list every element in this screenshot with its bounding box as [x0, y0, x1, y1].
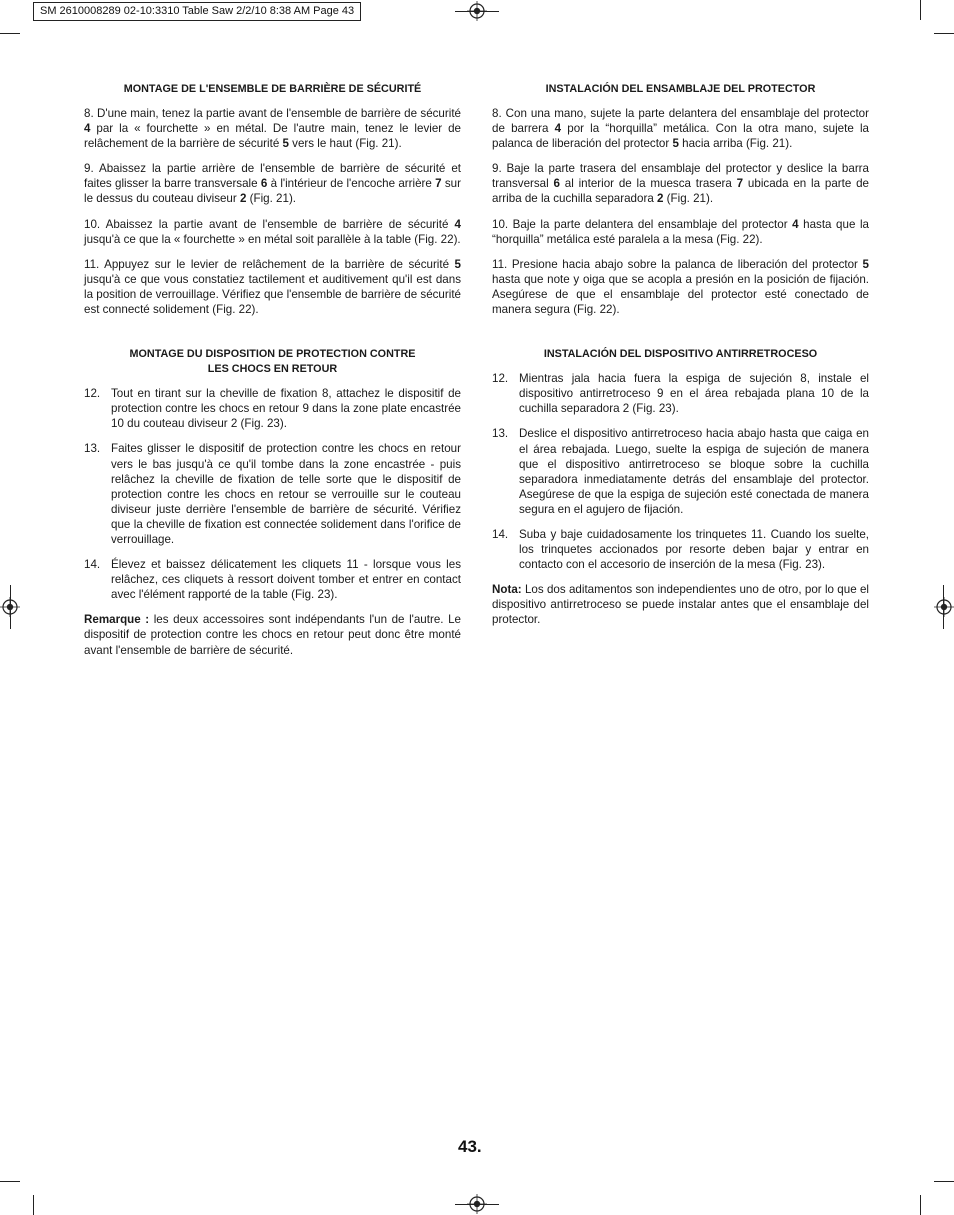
fr-step-9	[84, 161, 461, 206]
fr-step-10-text: jusqu'à ce que la « fourchette » en métal soit parallèle à la table (Fig. 22).	[84, 232, 461, 246]
fr-step-10	[84, 217, 461, 247]
es-step-number: 13.	[492, 427, 509, 441]
crop-mark-bottom-left-h	[0, 1181, 20, 1182]
es-step-8-text: hacia arriba (Fig. 21).	[678, 137, 793, 151]
es-step-11-ref: 5	[862, 257, 869, 271]
fr-heading-guard-assembly: MONTAGE DE L'ENSEMBLE DE BARRIÈRE DE SÉCURITÉ	[123, 83, 422, 95]
es-step-10	[492, 217, 869, 247]
fr-note-text: les deux accessoires sont indépendants l'un de l'autre. Le dispositif de protection contre les chocs en retour peut donc être monté avant l'ensemble de barrière de sécurité.	[84, 613, 461, 657]
crop-mark-bottom-left-v	[33, 1195, 34, 1215]
crop-mark-top-left-h	[0, 33, 20, 34]
fr-step-11-text: jusqu'à ce que vous constatiez tactilement et auditivement qu'il est dans la position de verrouillage. Vérifiez que l'ensemble de barrière de sécurité est connecté solidement (Fig. 22).	[84, 272, 461, 317]
es-step-12	[492, 371, 869, 416]
es-step-number: 14.	[492, 527, 509, 541]
fr-step-11	[84, 257, 461, 317]
fr-step-text: Tout en tirant sur la cheville de fixation 8, attachez le dispositif de protection contre les chocs en retour 9 dans la zone plate encastrée 10 du couteau diviseur 2 (Fig. 23).	[111, 387, 461, 431]
es-step-9-ref: 6	[553, 177, 560, 191]
fr-step-9-text: à l'intérieur de l'encoche arrière	[267, 177, 436, 191]
es-step-8-text: 8. Con una mano, sujete la parte delantera del ensamblaje del protector de barrera	[492, 107, 869, 136]
es-step-text: Mientras jala hacia fuera la espiga de sujeción 8, instale el dispositivo antirretroceso 9 en el área rebajada plana 10 de la cuchilla separadora 2 (Fig. 23).	[519, 372, 869, 416]
registration-mark-icon	[467, 1194, 487, 1214]
fr-step-8-text: vers le haut (Fig. 21).	[288, 137, 402, 151]
fr-step-11-ref: 5	[454, 257, 461, 271]
fr-step-text: Élevez et baissez délicatement les cliquets 11 - lorsque vous les relâchez, ces cliquets à ressort doivent tomber et entrer en contact avec l'élément rapporté de la table (Fig. 23).	[111, 558, 461, 602]
french-column	[84, 82, 461, 668]
fr-heading-anti-kickback-line1: MONTAGE DU DISPOSITION DE PROTECTION CONTRE	[129, 348, 416, 361]
es-step-text: Deslice el dispositivo antirretroceso hacia abajo hasta que caiga en el área rebajada. Luego, suelte la espiga de sujeción de manera que el dispositivo antirretroceso se bloque sobre la cuchilla separadora inmediatamente detrás del ensamblaje del protector. Asegúrese de que la espiga de sujeción esté conectada de manera segura en el agujero de fijación.	[519, 427, 869, 516]
fr-step-9-ref: 6	[260, 177, 268, 191]
es-step-11-text: hasta que note y oiga que se acopla a presión en la posición de fijación. Asegúrese de que el ensamblaje del protector esté conectado de manera segura (Fig. 22).	[492, 272, 869, 317]
fr-step-10-text: 10. Abaissez la partie avant de l'ensemble de barrière de sécurité	[84, 217, 455, 231]
es-step-8-text: por la “horquilla” metálica. Con la otra mano, sujete la palanca de liberación del protector	[492, 122, 869, 151]
fr-step-number: 12.	[84, 387, 101, 401]
page-number: 43.	[458, 1137, 482, 1156]
fr-step-text: Faites glisser le dispositif de protection contre les chocs en retour vers le bas jusqu'à ce qu'il tombe dans la zone encastrée - puis relâchez la cheville de fixation de telle sorte que le dispositif de protection contre les chocs en retour se verrouille sur le couteau diviseur juste derrière l'ensemble de barrière de sécurité. Vérifiez que la cheville de fixation est connectée solidement dans l'orifice de verrouillage.	[111, 442, 461, 546]
fr-step-11-text: 11. Appuyez sur le levier de relâchement de la barrière de sécurité	[84, 257, 455, 271]
es-heading-guard-assembly: INSTALACIÓN DEL ENSAMBLAJE DEL PROTECTOR	[545, 83, 816, 95]
fr-step-8-ref: 5	[282, 137, 289, 151]
fr-step-9-ref: 7	[435, 177, 442, 191]
registration-mark-icon	[0, 597, 20, 617]
crop-mark-top-right-h	[934, 33, 954, 34]
es-step-9-ref: 7	[736, 177, 744, 191]
es-step-9-text: al interior de la muesca trasera	[559, 177, 737, 191]
fr-step-9-text: (Fig. 21).	[246, 192, 297, 206]
fr-step-14	[84, 557, 461, 602]
fr-step-12	[84, 386, 461, 431]
crop-mark-bottom-right-h	[934, 1181, 954, 1182]
es-step-11-text: 11. Presione hacia abajo sobre la palanca de liberación del protector	[492, 257, 863, 271]
fr-step-8-ref: 4	[84, 122, 91, 136]
fr-step-9-ref: 2	[239, 192, 247, 206]
fr-step-10-ref: 4	[454, 217, 461, 231]
fr-step-8-text: 8. D'une main, tenez la partie avant de l'ensemble de barrière de sécurité	[84, 107, 461, 120]
es-step-10-text: hasta que la “horquilla” metálica esté paralela a la mesa (Fig. 22).	[492, 217, 869, 246]
fr-step-8	[84, 106, 461, 151]
fr-step-9-text: sur le dessus du couteau diviseur	[84, 177, 461, 206]
es-step-8-ref: 5	[672, 137, 679, 151]
fr-heading-anti-kickback	[84, 347, 461, 377]
fr-step-8-text: par la « fourchette » en métal. De l'autre main, tenez le levier de relâchement de la barrière de sécurité	[84, 122, 461, 151]
es-step-9-text: 9. Baje la parte trasera del ensamblaje del protector y deslice la barra transversal	[492, 162, 869, 191]
es-note	[492, 582, 869, 627]
fr-note-label: Remarque :	[84, 613, 150, 627]
es-step-11	[492, 257, 869, 317]
crop-mark-bottom-right-v	[920, 1195, 921, 1215]
es-heading-anti-kickback: INSTALACIÓN DEL DISPOSITIVO ANTIRRETROCESO	[543, 348, 818, 361]
es-step-9-ref: 2	[657, 192, 664, 206]
fr-step-9-text: 9. Abaissez la partie arrière de l'ensemble de barrière de sécurité et faites glisser la barre transversale	[84, 162, 461, 191]
fr-heading-anti-kickback-line2: LES CHOCS EN RETOUR	[207, 363, 338, 376]
es-note-label: Nota:	[492, 583, 522, 597]
es-step-8-ref: 4	[554, 122, 562, 136]
registration-mark-icon	[467, 1, 487, 21]
registration-mark-icon	[934, 597, 954, 617]
es-step-14	[492, 527, 869, 572]
es-step-text: Suba y baje cuidadosamente los trinquetes 11. Cuando los suelte, los trinquetes accionados por resorte deben bajar y entrar en contacto con el accesorio de inserción de la mesa (Fig. 23).	[519, 527, 869, 572]
fr-step-number: 14.	[84, 558, 101, 572]
spanish-column	[492, 82, 869, 638]
fr-step-number: 13.	[84, 442, 101, 456]
fr-note	[84, 612, 461, 657]
es-step-13	[492, 426, 869, 517]
es-note-text: Los dos aditamentos son independientes uno de otro, por lo que el dispositivo antirretroceso se puede instalar antes que el ensamblaje del protector.	[492, 583, 869, 627]
crop-mark-top-right-v	[920, 0, 921, 20]
fr-step-13	[84, 441, 461, 547]
es-step-9-text: ubicada en la parte de arriba de la cuchilla separadora	[492, 177, 870, 206]
es-step-10-text: 10. Baje la parte delantera del ensamblaje del protector	[492, 217, 793, 231]
es-step-10-ref: 4	[792, 217, 799, 231]
es-step-8	[492, 106, 869, 151]
es-step-9-text: (Fig. 21).	[663, 192, 714, 206]
print-slug: SM 2610008289 02-10:3310 Table Saw 2/2/10 8:38 AM Page 43	[33, 2, 361, 21]
spacer	[84, 327, 461, 347]
es-step-number: 12.	[492, 372, 509, 386]
spacer	[492, 327, 869, 347]
es-step-9	[492, 161, 869, 206]
